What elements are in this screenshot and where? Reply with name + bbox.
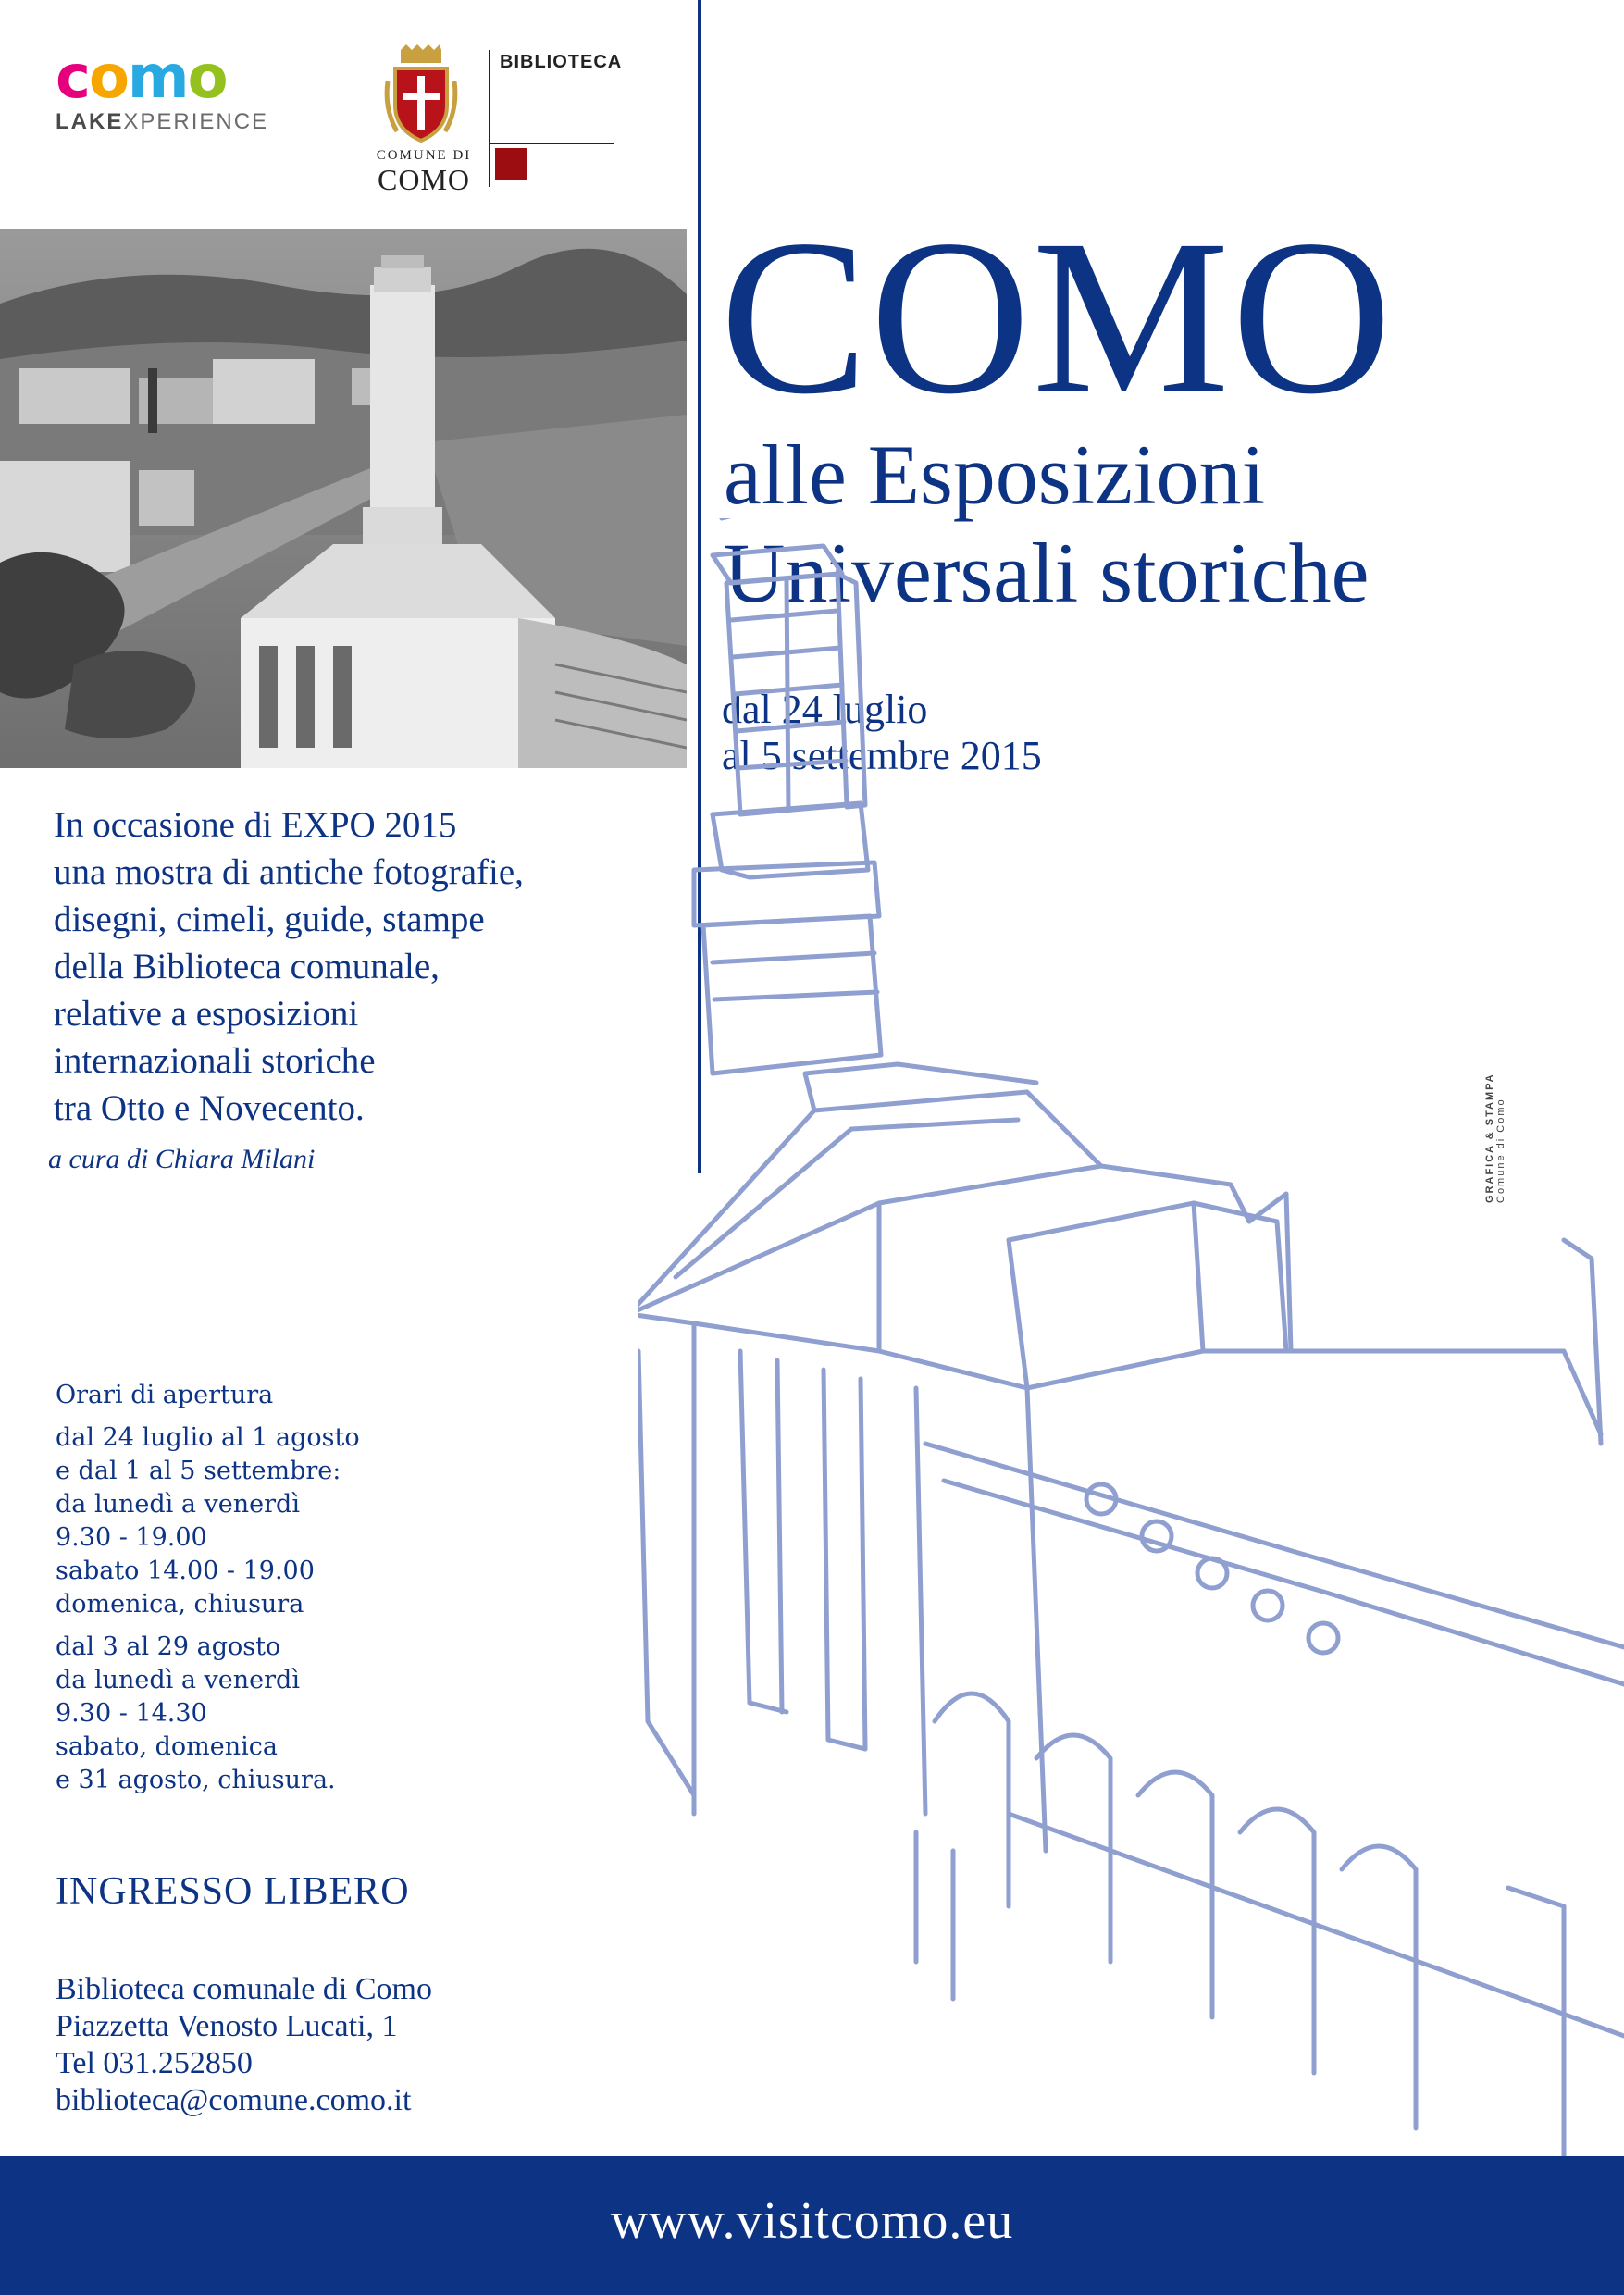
graphic-credit xyxy=(1484,1018,1506,1203)
contact-phone: Tel 031.252850 xyxy=(56,2046,253,2080)
hours-line: e 31 agosto, chiusura. xyxy=(56,1766,336,1794)
hours-line: domenica, chiusura xyxy=(56,1590,304,1619)
hours-line: 9.30 - 14.30 xyxy=(56,1699,207,1728)
exhibition-title: COMO xyxy=(720,193,1395,440)
como-logo-wordmark: como xyxy=(56,43,227,112)
hours-heading: Orari di apertura xyxy=(56,1381,274,1409)
como-lake-experience-logo xyxy=(56,43,296,141)
hours-line: dal 3 al 29 agosto xyxy=(56,1632,281,1661)
hours-gap xyxy=(56,1621,360,1631)
comune-como-label: COMO xyxy=(377,163,470,196)
intro-line: relative a esposizioni xyxy=(54,994,359,1034)
contact-name: Biblioteca comunale di Como xyxy=(56,1972,432,2006)
intro-line: tra Otto e Novecento. xyxy=(54,1088,365,1128)
comune-biblioteca-logo xyxy=(366,44,643,196)
hours-line: dal 24 luglio al 1 agosto xyxy=(56,1423,360,1452)
free-entry-label: INGRESSO LIBERO xyxy=(56,1870,410,1913)
tower-line-drawing xyxy=(638,518,1624,2156)
contact-email[interactable]: biblioteca@comune.como.it xyxy=(56,2083,412,2117)
dates-line-1: dal 24 luglio xyxy=(722,687,928,732)
logo-vertical-rule xyxy=(489,50,490,187)
website-link[interactable]: www.visitcomo.eu xyxy=(610,2192,1014,2250)
biblioteca-label: BIBLIOTECA xyxy=(500,52,623,72)
footer-bar xyxy=(0,2156,1624,2295)
comune-crest-icon xyxy=(384,44,458,146)
opening-hours xyxy=(56,1379,360,1797)
dates-line-2: al 5 settembre 2015 xyxy=(722,733,1042,778)
subtitle-line-2: Universali storiche xyxy=(724,526,1370,620)
intro-line: disegni, cimeli, guide, stampe xyxy=(54,899,485,939)
historic-expo-photo xyxy=(0,230,687,768)
lake-experience-tagline: LAKEXPERIENCE xyxy=(56,109,269,134)
credit-line-1: GRAFICA & STAMPA xyxy=(1484,1073,1495,1203)
hours-line: da lunedì a venerdì xyxy=(56,1666,300,1694)
logo-horizontal-rule xyxy=(489,143,614,144)
hours-gap xyxy=(56,1412,360,1421)
intro-description xyxy=(54,801,692,1132)
subtitle-line-1: alle Esposizioni xyxy=(724,428,1266,522)
intro-line: della Biblioteca comunale, xyxy=(54,947,440,986)
curator-credit: a cura di Chiara Milani xyxy=(48,1144,316,1174)
hours-line: da lunedì a venerdì xyxy=(56,1490,300,1519)
hours-line: sabato 14.00 - 19.00 xyxy=(56,1557,315,1585)
contact-address: Piazzetta Venosto Lucati, 1 xyxy=(56,2009,398,2043)
biblioteca-red-square xyxy=(495,148,527,180)
comune-di-label: COMUNE DI xyxy=(376,148,472,163)
intro-line: In occasione di EXPO 2015 xyxy=(54,805,457,845)
contact-info xyxy=(56,1971,432,2119)
hours-line: 9.30 - 19.00 xyxy=(56,1523,207,1552)
intro-line: internazionali storiche xyxy=(54,1041,376,1081)
credit-line-2: Comune di Como xyxy=(1495,1098,1506,1203)
intro-line: una mostra di antiche fotografie, xyxy=(54,852,524,892)
hours-line: e dal 1 al 5 settembre: xyxy=(56,1457,341,1485)
hours-line: sabato, domenica xyxy=(56,1732,278,1761)
